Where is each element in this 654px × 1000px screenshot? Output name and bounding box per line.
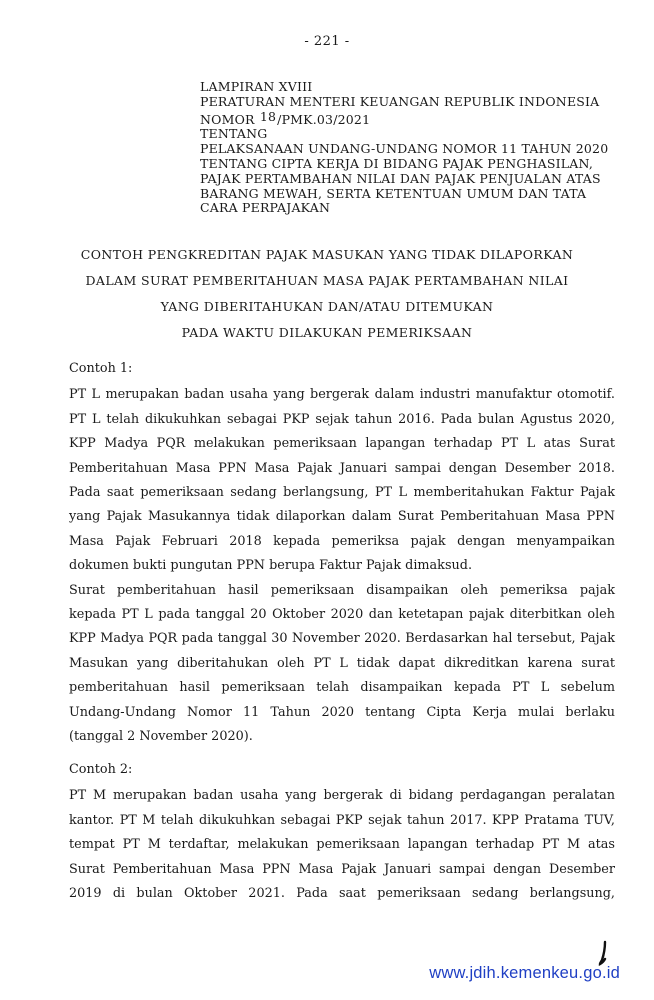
source-watermark: www.jdih.kemenkeu.go.id xyxy=(429,964,620,982)
paragraph-line: kantor. PT M telah dikukuhkan sebagai PKP sejak tahun 2017. KPP Pratama TUV, xyxy=(69,812,615,828)
paragraph-line: yang Pajak Masukannya tidak dilaporkan dalam Surat Pemberitahuan Masa PPN xyxy=(69,509,615,525)
subject-line: BARANG MEWAH, SERTA KETENTUAN UMUM DAN TATA xyxy=(200,185,587,201)
example-label: Contoh 1: xyxy=(69,361,133,376)
paragraph-line: PT M merupakan badan usaha yang bergerak di bidang perdagangan peralatan xyxy=(69,788,615,804)
example-2 xyxy=(69,758,615,906)
regulation-name: PERATURAN MENTERI KEUANGAN REPUBLIK INDONESIA xyxy=(200,93,600,109)
subject-line: PAJAK PERTAMBAHAN NILAI DAN PAJAK PENJUALAN ATAS xyxy=(200,170,601,186)
paragraph-line: PT L telah dikukuhkan sebagai PKP sejak tahun 2016. Pada bulan Agustus 2020, xyxy=(69,411,615,427)
regulation-header xyxy=(200,79,609,216)
paragraph-line: Undang-Undang Nomor 11 Tahun 2020 tentang Cipta Kerja mulai berlaku xyxy=(69,704,615,720)
tentang-label: TENTANG xyxy=(200,126,268,142)
example-1 xyxy=(69,357,615,750)
paragraph-line: pemberitahuan hasil pemeriksaan telah disampaikan kepada PT L sebelum xyxy=(69,680,615,696)
paragraph-line: dokumen bukti pungutan PPN berupa Faktur Pajak dimaksud. xyxy=(69,558,473,574)
paragraph-line: Masa Pajak Februari 2018 kepada pemeriksa pajak dengan menyampaikan xyxy=(69,533,615,549)
paragraph-line: Surat pemberitahuan hasil pemeriksaan disampaikan oleh pemeriksa pajak xyxy=(69,582,615,598)
subject-line: PELAKSANAAN UNDANG-UNDANG NOMOR 11 TAHUN 2020 xyxy=(200,141,609,157)
paragraph-line: kepada PT L pada tanggal 20 Oktober 2020 dan ketetapan pajak diterbitkan oleh xyxy=(69,607,615,623)
paragraph-line: PT L merupakan badan usaha yang bergerak dalam industri manufaktur otomotif. xyxy=(69,387,615,403)
paragraph-line: 2019 di bulan Oktober 2021. Pada saat pemeriksaan sedang berlangsung, xyxy=(69,886,615,902)
subject-line: CARA PERPAJAKAN xyxy=(200,200,331,216)
nomor-suffix: /PMK.03/2021 xyxy=(277,111,371,127)
paragraph-line: Surat Pemberitahuan Masa PPN Masa Pajak Januari sampai dengan Desember xyxy=(69,861,615,877)
nomor-number: 18 xyxy=(259,108,277,124)
title-line: CONTOH PENGKREDITAN PAJAK MASUKAN YANG TIDAK DILAPORKAN xyxy=(80,247,574,262)
title-line: DALAM SURAT PEMBERITAHUAN MASA PAJAK PERTAMBAHAN NILAI xyxy=(85,273,569,288)
lampiran-label: LAMPIRAN XVIII xyxy=(200,79,313,94)
paragraph-line: tempat PT M terdaftar, melakukan pemeriksaan lapangan terhadap PT M atas xyxy=(69,837,615,853)
paragraph-line: KPP Madya PQR melakukan pemeriksaan lapangan terhadap PT L atas Surat xyxy=(69,436,615,452)
paragraph-line: Masukan yang diberitahukan oleh PT L tidak dapat dikreditkan karena surat xyxy=(69,655,615,671)
paragraph-line: KPP Madya PQR pada tanggal 30 November 2020. Berdasarkan hal tersebut, Pajak xyxy=(69,631,615,647)
regulation-number xyxy=(200,110,600,128)
title-line: PADA WAKTU DILAKUKAN PEMERIKSAAN xyxy=(181,325,473,340)
initial-mark xyxy=(596,940,610,966)
nomor-prefix: NOMOR xyxy=(200,111,255,127)
paragraph-line: Pada saat pemeriksaan sedang berlangsung, PT L memberitahukan Faktur Pajak xyxy=(69,485,615,501)
document-title xyxy=(60,242,594,346)
example-label: Contoh 2: xyxy=(69,762,133,777)
page-number: - 221 - xyxy=(304,34,350,49)
title-line: YANG DIBERITAHUKAN DAN/ATAU DITEMUKAN xyxy=(160,299,494,314)
subject-line: TENTANG CIPTA KERJA DI BIDANG PAJAK PENGHASILAN, xyxy=(200,155,593,171)
paragraph-line: (tanggal 2 November 2020). xyxy=(69,729,253,745)
paragraph-line: Pemberitahuan Masa PPN Masa Pajak Januari sampai dengan Desember 2018. xyxy=(69,460,615,476)
